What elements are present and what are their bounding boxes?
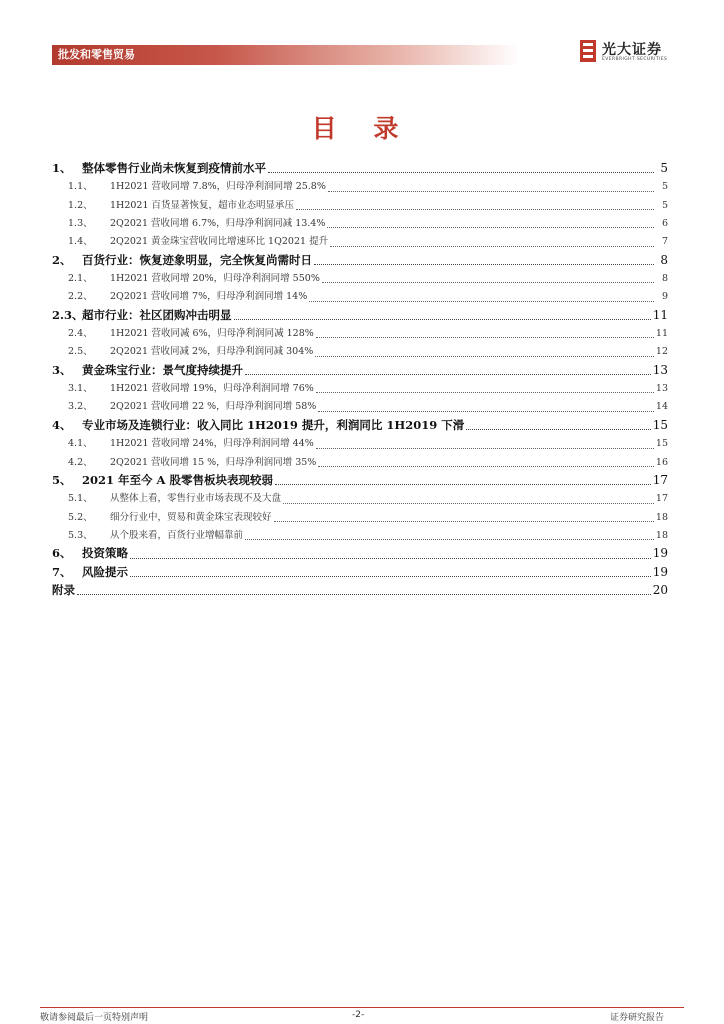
toc-subentry[interactable] xyxy=(52,233,668,251)
toc-entry-title: 1H2021 百货显著恢复，超市业态明显承压 xyxy=(110,199,295,211)
toc-subentry[interactable] xyxy=(52,288,668,306)
toc-leader-dots xyxy=(330,246,654,247)
header-section-title: 批发和零售贸易 xyxy=(58,48,135,61)
toc-page-number: 8 xyxy=(660,252,668,267)
toc-entry-title: 2Q2021 黄金珠宝营收同比增速环比 1Q2021 提升 xyxy=(110,236,329,248)
toc-entry-number: 2、 xyxy=(52,252,72,267)
toc-entry-number: 2.3、 xyxy=(52,307,84,322)
toc-leader-dots xyxy=(130,558,651,559)
brand-logo xyxy=(580,38,680,66)
toc-leader-dots xyxy=(77,594,651,595)
toc-entry-number: 1.4、 xyxy=(68,236,93,248)
toc-entry-number: 5.3、 xyxy=(68,529,93,541)
toc-entry-title: 2Q2021 营收同增 6.7%，归母净利润同减 13.4% xyxy=(110,218,326,230)
toc-page-number: 17 xyxy=(655,493,668,505)
toc-page-number: 15 xyxy=(655,438,668,450)
toc-leader-dots xyxy=(245,374,651,375)
toc-leader-dots xyxy=(315,356,654,357)
toc-leader-dots xyxy=(466,429,650,430)
toc-entry-title: 2Q2021 营收同增 15 %，归母净利润同增 35% xyxy=(110,456,317,468)
toc-leader-dots xyxy=(309,301,654,302)
toc-page-number: 19 xyxy=(652,564,668,579)
toc-page-number: 15 xyxy=(652,417,668,432)
toc-entry[interactable] xyxy=(52,564,668,582)
toc-subentry[interactable] xyxy=(52,325,668,343)
toc-entry-number: 6、 xyxy=(52,546,72,561)
toc-entry-title: 黄金珠宝行业：景气度持续提升 xyxy=(82,362,243,377)
toc-entry-title: 1H2021 营收同增 19%，归母净利润同增 76% xyxy=(110,383,314,395)
toc-entry-number: 3.1、 xyxy=(68,383,93,395)
toc-subentry[interactable] xyxy=(52,490,668,508)
toc-leader-dots xyxy=(318,466,654,467)
toc-entry-title: 投资策略 xyxy=(82,546,128,561)
toc-entry[interactable] xyxy=(52,545,668,563)
toc-entry-title: 风险提示 xyxy=(82,564,128,579)
toc-page-number: 18 xyxy=(655,511,668,523)
toc-page-number: 6 xyxy=(661,218,668,230)
toc-leader-dots xyxy=(322,282,654,283)
toc-entry-number: 2.4、 xyxy=(68,328,93,340)
toc-entry-number: 2.2、 xyxy=(68,291,93,303)
toc-subentry[interactable] xyxy=(52,527,668,545)
toc-entry-number: 5、 xyxy=(52,472,72,487)
toc-page-number: 17 xyxy=(652,472,668,487)
toc-subentry[interactable] xyxy=(52,178,668,196)
toc-entry-number: 4、 xyxy=(52,417,72,432)
toc-page-number: 5 xyxy=(660,161,668,175)
toc-page-number: 13 xyxy=(652,362,668,377)
toc-entry-number: 2.1、 xyxy=(68,273,93,285)
page-title: 目 录 xyxy=(311,114,413,143)
toc-leader-dots xyxy=(316,392,654,393)
toc-page-number: 20 xyxy=(652,582,668,597)
toc-entry-title: 2Q2021 营收同减 2%，归母净利润同减 304% xyxy=(110,346,314,358)
logo-name: 光大证券 xyxy=(602,42,662,58)
toc-subentry[interactable] xyxy=(52,398,668,416)
footer-disclaimer: 敬请参阅最后一页特别声明 xyxy=(40,1013,149,1023)
toc-entry-number: 3.2、 xyxy=(68,401,93,413)
toc-page-number: 14 xyxy=(655,401,668,413)
toc-page-number: 5 xyxy=(661,199,668,211)
toc-entry[interactable] xyxy=(52,417,668,435)
toc-page-number: 7 xyxy=(661,236,668,248)
toc-entry[interactable] xyxy=(52,582,668,600)
toc-leader-dots xyxy=(314,264,654,265)
toc-page-number: 11 xyxy=(652,307,668,322)
toc-entry-number: 1.1、 xyxy=(68,181,93,193)
table-of-contents xyxy=(52,160,668,600)
toc-page-number: 5 xyxy=(661,181,668,193)
toc-entry-title: 百货行业：恢复迹象明显，完全恢复尚需时日 xyxy=(82,252,312,267)
toc-entry-title: 超市行业：社区团购冲击明显 xyxy=(82,307,232,322)
toc-entry[interactable] xyxy=(52,472,668,490)
toc-subentry[interactable] xyxy=(52,343,668,361)
toc-leader-dots xyxy=(234,319,651,320)
toc-leader-dots xyxy=(316,337,654,338)
toc-entry-title: 2021 年至今 A 股零售板块表现较弱 xyxy=(82,472,273,487)
toc-entry-title: 1H2021 营收同增 20%，归母净利润同增 550% xyxy=(110,273,320,285)
footer-report-type: 证券研究报告 xyxy=(610,1013,665,1023)
toc-entry-title: 细分行业中，贸易和黄金珠宝表现较好 xyxy=(110,511,272,523)
toc-leader-dots xyxy=(268,172,654,173)
toc-entry-number: 7、 xyxy=(52,564,72,579)
toc-entry-title: 1H2021 营收同增 24%，归母净利润同增 44% xyxy=(110,438,314,450)
toc-leader-dots xyxy=(328,191,654,192)
toc-entry-number: 2.5、 xyxy=(68,346,93,358)
toc-entry-number: 1、 xyxy=(52,161,72,175)
toc-leader-dots xyxy=(245,539,654,540)
toc-subentry[interactable] xyxy=(52,270,668,288)
toc-subentry[interactable] xyxy=(52,454,668,472)
toc-entry-number: 4.1、 xyxy=(68,438,93,450)
toc-leader-dots xyxy=(275,484,651,485)
toc-page-number: 11 xyxy=(655,328,668,340)
toc-leader-dots xyxy=(296,209,654,210)
toc-leader-dots xyxy=(316,448,654,449)
toc-leader-dots xyxy=(327,227,654,228)
toc-entry-number: 5.2、 xyxy=(68,511,93,523)
toc-entry-title: 整体零售行业尚未恢复到疫情前水平 xyxy=(82,161,266,175)
toc-page-number: 19 xyxy=(652,546,668,561)
toc-entry-number: 5.1、 xyxy=(68,493,93,505)
toc-page-number: 13 xyxy=(655,383,668,395)
toc-leader-dots xyxy=(318,411,654,412)
toc-leader-dots xyxy=(274,521,654,522)
toc-leader-dots xyxy=(283,503,654,504)
toc-entry-number: 1.3、 xyxy=(68,218,93,230)
toc-page-number: 9 xyxy=(661,291,668,303)
toc-subentry[interactable] xyxy=(52,435,668,453)
logo-subtitle: EVERBRIGHT SECURITIES xyxy=(602,57,668,62)
toc-entry[interactable] xyxy=(52,307,668,325)
toc-page-number: 18 xyxy=(655,529,668,541)
toc-entry-title: 从整体上看，零售行业市场表现不及大盘 xyxy=(110,493,282,505)
toc-entry-title: 专业市场及连锁行业：收入同比 1H2019 提升，利润同比 1H2019 下滑 xyxy=(82,417,465,432)
toc-subentry[interactable] xyxy=(52,509,668,527)
toc-entry[interactable] xyxy=(52,362,668,380)
toc-page-number: 16 xyxy=(655,456,668,468)
toc-entry-title: 2Q2021 营收同增 22 %，归母净利润同增 58% xyxy=(110,401,317,413)
toc-entry-title: 1H2021 营收同增 7.8%，归母净利润同增 25.8% xyxy=(110,181,326,193)
toc-entry-title: 2Q2021 营收同增 7%，归母净利润同增 14% xyxy=(110,291,308,303)
toc-entry-number: 4.2、 xyxy=(68,456,93,468)
toc-entry-title: 从个股来看，百货行业增幅靠前 xyxy=(110,529,244,541)
toc-entry[interactable] xyxy=(52,160,668,178)
toc-page-number: 8 xyxy=(661,273,668,285)
toc-page-number: 12 xyxy=(655,346,668,358)
toc-leader-dots xyxy=(130,576,651,577)
toc-subentry[interactable] xyxy=(52,197,668,215)
toc-subentry[interactable] xyxy=(52,215,668,233)
toc-entry-title: 附录 xyxy=(52,582,75,597)
footer-page-number: -2- xyxy=(352,1010,365,1020)
toc-entry[interactable] xyxy=(52,252,668,270)
toc-entry-title: 1H2021 营收同减 6%，归母净利润同减 128% xyxy=(110,328,314,340)
footer-divider xyxy=(40,1007,684,1008)
everbright-logo-icon xyxy=(580,40,596,62)
toc-entry-number: 3、 xyxy=(52,362,72,377)
toc-entry-number: 1.2、 xyxy=(68,199,93,211)
toc-subentry[interactable] xyxy=(52,380,668,398)
